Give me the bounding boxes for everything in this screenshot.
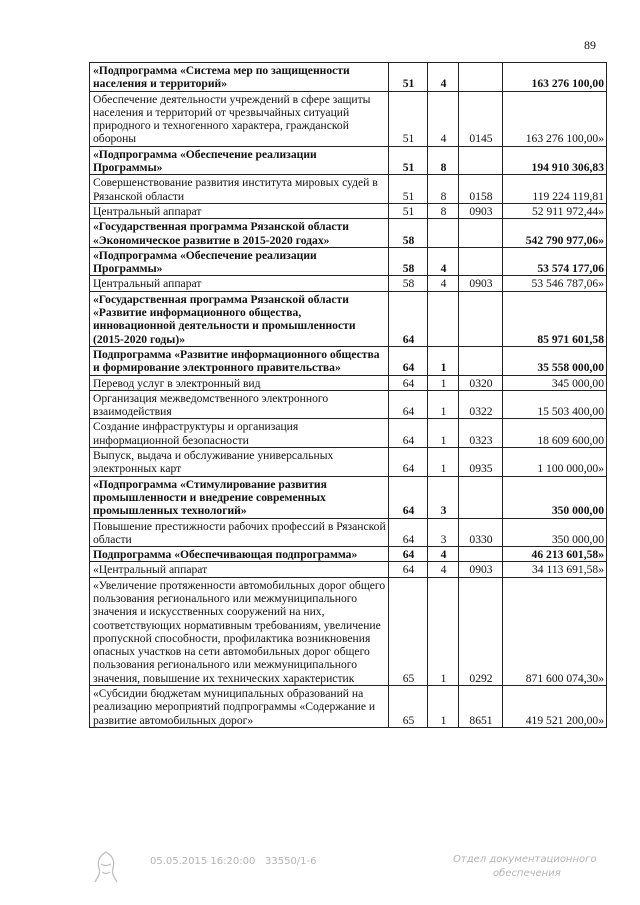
row-name: Обеспечение деятельности учреждений в сфере защиты населения и территорий от чрезвычайных ситуаций природного и техногенного характера, гражданской обороны [90, 91, 389, 146]
table-row [90, 375, 607, 390]
table-row [90, 276, 607, 291]
row-name: Центральный аппарат [90, 203, 389, 218]
row-section: 64 [389, 562, 428, 577]
row-amount: 119 224 119,81 [503, 175, 607, 204]
table-row [90, 219, 607, 248]
table-row [90, 146, 607, 175]
row-section: 64 [389, 448, 428, 477]
row-amount: 350 000,00 [503, 518, 607, 547]
table-row [90, 346, 607, 375]
row-subsection: 4 [428, 247, 459, 276]
row-name: «Увеличение протяженности автомобильных дорог общего пользования регионального или межмуниципального значения и искусственных сооружений на них, соответствующих нормативным требованиям, увеличение пропускной способности, профилактика возникновения опасных участков на сети автомобильных дорог общего пользования регионального или межмуниципального значения, повышение их технических характеристик [90, 577, 389, 685]
footer-timestamp: 05.05.2015 16:20:00 [150, 856, 256, 867]
row-amount: 163 276 100,00» [503, 91, 607, 146]
row-section: 58 [389, 219, 428, 248]
row-article [459, 346, 503, 375]
row-name: «Субсидии бюджетам муниципальных образований на реализацию мероприятий подпрограммы «Содержание и развитие автомобильных дорог» [90, 686, 389, 728]
row-name: Выпуск, выдача и обслуживание универсальных электронных карт [90, 448, 389, 477]
row-section: 51 [389, 146, 428, 175]
row-section: 64 [389, 419, 428, 448]
row-article [459, 146, 503, 175]
row-amount: 345 000,00 [503, 375, 607, 390]
row-amount: 35 558 000,00 [503, 346, 607, 375]
budget-table [89, 62, 607, 728]
row-subsection: 4 [428, 547, 459, 562]
table-row [90, 448, 607, 477]
row-amount: 53 574 177,06 [503, 247, 607, 276]
row-name: Подпрограмма «Развитие информационного общества и формирование электронного правительства» [90, 346, 389, 375]
row-article: 0330 [459, 518, 503, 547]
row-article: 0903 [459, 203, 503, 218]
row-subsection: 1 [428, 375, 459, 390]
footer-doc-number: 33550/1-6 [265, 856, 317, 867]
row-section: 64 [389, 375, 428, 390]
row-amount: 194 910 306,83 [503, 146, 607, 175]
row-section: 64 [389, 291, 428, 346]
row-subsection: 1 [428, 448, 459, 477]
row-section: 64 [389, 547, 428, 562]
row-article [459, 63, 503, 92]
row-amount: 85 971 601,58 [503, 291, 607, 346]
row-amount: 542 790 977,06» [503, 219, 607, 248]
row-article: 0320 [459, 375, 503, 390]
row-subsection [428, 291, 459, 346]
page-number: 89 [584, 38, 596, 52]
table-row [90, 91, 607, 146]
row-article [459, 291, 503, 346]
row-amount: 871 600 074,30» [503, 577, 607, 685]
row-section: 58 [389, 276, 428, 291]
table-row [90, 63, 607, 92]
row-amount: 15 503 400,00 [503, 390, 607, 419]
footer-note-line2: обеспечения [493, 868, 561, 879]
row-name: Центральный аппарат [90, 276, 389, 291]
row-name: «Подпрограмма «Система мер по защищенности населения и территорий» [90, 63, 389, 92]
row-article: 0935 [459, 448, 503, 477]
row-article: 0158 [459, 175, 503, 204]
row-amount: 18 609 600,00 [503, 419, 607, 448]
row-section: 64 [389, 346, 428, 375]
row-article [459, 476, 503, 518]
row-section: 51 [389, 63, 428, 92]
row-section: 58 [389, 247, 428, 276]
table-row [90, 518, 607, 547]
row-section: 51 [389, 203, 428, 218]
row-subsection [428, 219, 459, 248]
row-name: Создание инфраструктуры и организация информационной безопасности [90, 419, 389, 448]
row-section: 65 [389, 686, 428, 728]
footer-note-line1: Отдел документационного [453, 854, 597, 865]
row-amount: 350 000,00 [503, 476, 607, 518]
row-subsection: 1 [428, 686, 459, 728]
table-row [90, 203, 607, 218]
row-article: 0322 [459, 390, 503, 419]
row-article [459, 247, 503, 276]
table-row [90, 476, 607, 518]
row-subsection: 1 [428, 346, 459, 375]
row-article: 0292 [459, 577, 503, 685]
row-name: Подпрограмма «Обеспечивающая подпрограмма» [90, 547, 389, 562]
row-article [459, 547, 503, 562]
row-amount: 53 546 787,06» [503, 276, 607, 291]
table-row [90, 247, 607, 276]
row-article: 0903 [459, 562, 503, 577]
row-section: 51 [389, 175, 428, 204]
row-subsection: 1 [428, 390, 459, 419]
row-amount: 52 911 972,44» [503, 203, 607, 218]
row-subsection: 1 [428, 419, 459, 448]
row-section: 65 [389, 577, 428, 685]
row-subsection: 4 [428, 91, 459, 146]
row-subsection: 8 [428, 175, 459, 204]
table-row [90, 577, 607, 685]
row-section: 64 [389, 476, 428, 518]
row-amount: 1 100 000,00» [503, 448, 607, 477]
table-row [90, 419, 607, 448]
row-name: «Центральный аппарат [90, 562, 389, 577]
footer [0, 850, 640, 890]
row-article: 8651 [459, 686, 503, 728]
row-section: 64 [389, 518, 428, 547]
row-name: Организация межведомственного электронного взаимодействия [90, 390, 389, 419]
table-row [90, 686, 607, 728]
row-amount: 46 213 601,58» [503, 547, 607, 562]
row-subsection: 3 [428, 476, 459, 518]
row-amount: 419 521 200,00» [503, 686, 607, 728]
row-name: «Подпрограмма «Обеспечение реализации Программы» [90, 247, 389, 276]
row-name: Перевод услуг в электронный вид [90, 375, 389, 390]
row-section: 51 [389, 91, 428, 146]
row-name: Повышение престижности рабочих профессий в Рязанской области [90, 518, 389, 547]
row-name: «Подпрограмма «Обеспечение реализации Программы» [90, 146, 389, 175]
row-section: 64 [389, 390, 428, 419]
row-subsection: 8 [428, 203, 459, 218]
table-row [90, 291, 607, 346]
row-article [459, 219, 503, 248]
row-name: «Государственная программа Рязанской области «Экономическое развитие в 2015-2020 годах» [90, 219, 389, 248]
row-name: Совершенствование развития института мировых судей в Рязанской области [90, 175, 389, 204]
row-amount: 34 113 691,58» [503, 562, 607, 577]
row-subsection: 4 [428, 63, 459, 92]
table-row [90, 390, 607, 419]
table-row [90, 562, 607, 577]
row-article: 0323 [459, 419, 503, 448]
table-row [90, 547, 607, 562]
row-subsection: 1 [428, 577, 459, 685]
row-article: 0145 [459, 91, 503, 146]
row-article: 0903 [459, 276, 503, 291]
row-name: «Государственная программа Рязанской области «Развитие информационного общества, инновационной деятельности и промышленности (2015-2020 годы)» [90, 291, 389, 346]
emblem-icon [93, 850, 119, 884]
row-subsection: 4 [428, 562, 459, 577]
row-amount: 163 276 100,00 [503, 63, 607, 92]
row-name: «Подпрограмма «Стимулирование развития промышленности и внедрение современных промышленных технологий» [90, 476, 389, 518]
table-row [90, 175, 607, 204]
row-subsection: 3 [428, 518, 459, 547]
row-subsection: 8 [428, 146, 459, 175]
row-subsection: 4 [428, 276, 459, 291]
